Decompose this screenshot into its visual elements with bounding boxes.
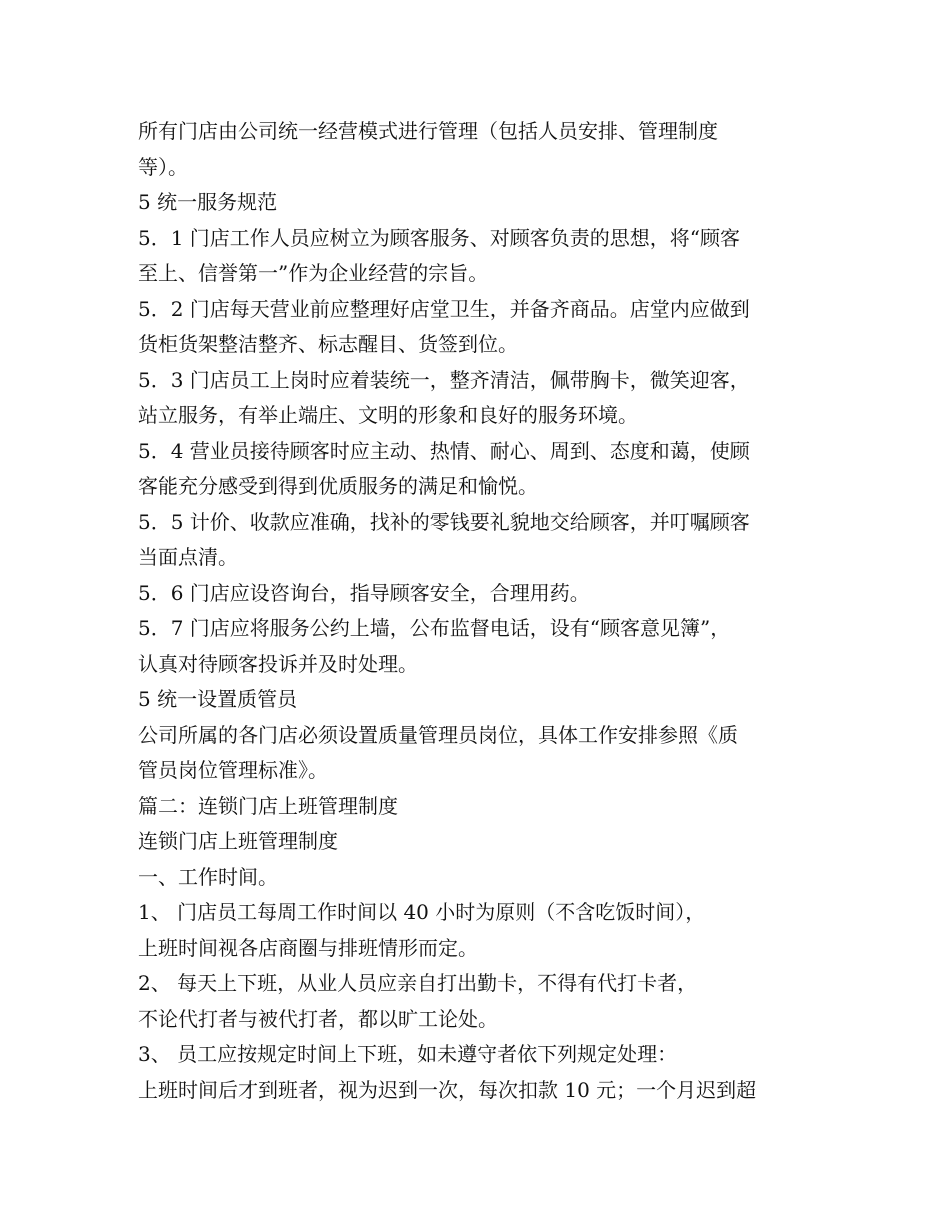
paragraph-line: 管员岗位管理标准》。 bbox=[138, 758, 328, 782]
paragraph-line: 至上、信誉第一”作为企业经营的宗旨。 bbox=[138, 261, 489, 285]
paragraph-line: 当面点清。 bbox=[138, 545, 238, 569]
chapter-heading: 篇二：连锁门店上班管理制度 bbox=[138, 794, 398, 818]
paragraph-line: 上班时间后才到班者，视为迟到一次，每次扣款 10 元；一个月迟到超 bbox=[138, 1078, 757, 1102]
paragraph-line: 5．7 门店应将服务公约上墙，公布监督电话，设有“顾客意见簿”， bbox=[138, 616, 731, 640]
paragraph-line: 2、 每天上下班，从业人员应亲自打出勤卡，不得有代打卡者， bbox=[138, 971, 698, 995]
section-heading: 一、工作时间。 bbox=[138, 865, 278, 889]
paragraph-line: 所有门店由公司统一经营模式进行管理（包括人员安排、管理制度 bbox=[138, 119, 718, 143]
paragraph-line: 认真对待顾客投诉并及时处理。 bbox=[138, 652, 418, 676]
document-title: 连锁门店上班管理制度 bbox=[138, 829, 338, 853]
paragraph-line: 上班时间视各店商圈与排班情形而定。 bbox=[138, 936, 478, 960]
paragraph-line: 5．4 营业员接待顾客时应主动、热情、耐心、周到、态度和蔼，使顾 bbox=[138, 439, 750, 463]
paragraph-line: 5．1 门店工作人员应树立为顾客服务、对顾客负责的思想，将“顾客 bbox=[138, 226, 741, 250]
paragraph-line: 公司所属的各门店必须设置质量管理员岗位，具体工作安排参照《质 bbox=[138, 723, 738, 747]
paragraph-line: 不论代打者与被代打者，都以旷工论处。 bbox=[138, 1007, 498, 1031]
paragraph-line: 5．3 门店员工上岗时应着装统一，整齐清洁，佩带胸卡，微笑迎客， bbox=[138, 368, 750, 392]
paragraph-line: 客能充分感受到得到优质服务的满足和愉悦。 bbox=[138, 474, 538, 498]
paragraph-line: 5．6 门店应设咨询台，指导顾客安全，合理用药。 bbox=[138, 581, 590, 605]
paragraph-line: 站立服务，有举止端庄、文明的形象和良好的服务环境。 bbox=[138, 403, 638, 427]
paragraph-line: 1、 门店员工每周工作时间以 40 小时为原则（不含吃饭时间）， bbox=[138, 900, 706, 924]
paragraph-line: 5．5 计价、收款应准确，找补的零钱要礼貌地交给顾客，并叮嘱顾客 bbox=[138, 510, 750, 534]
section-heading: 5 统一设置质管员 bbox=[138, 687, 298, 711]
paragraph-line: 等）。 bbox=[138, 155, 188, 179]
paragraph-line: 3、 员工应按规定时间上下班，如未遵守者依下列规定处理： bbox=[138, 1042, 678, 1066]
paragraph-line: 货柜货架整洁整齐、标志醒目、货签到位。 bbox=[138, 332, 518, 356]
section-heading: 5 统一服务规范 bbox=[138, 190, 278, 214]
paragraph-line: 5．2 门店每天营业前应整理好店堂卫生，并备齐商品。店堂内应做到 bbox=[138, 297, 750, 321]
